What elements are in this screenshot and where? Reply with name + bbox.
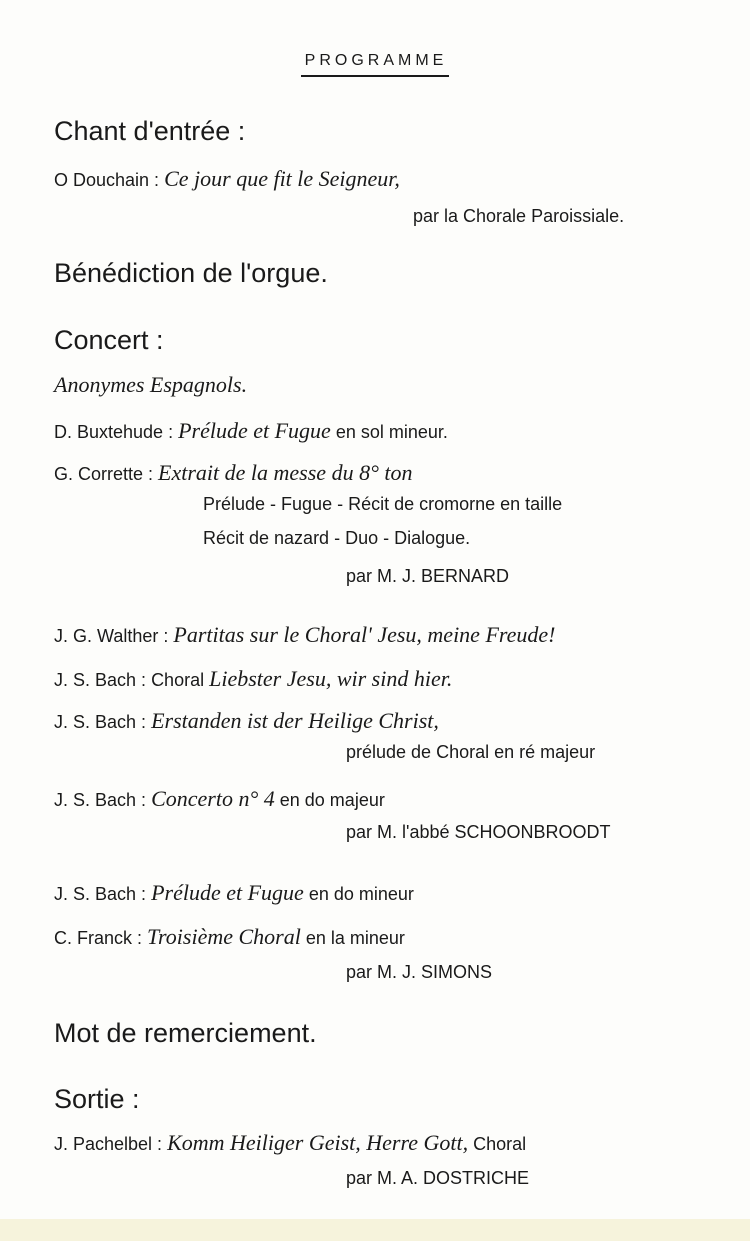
work-detail: prélude de Choral en ré majeur	[346, 742, 596, 762]
work-title: Liebster Jesu, wir sind hier.	[209, 666, 453, 691]
composer: J. S. Bach :	[54, 670, 147, 690]
work-detail: Récit de nazard - Duo - Dialogue.	[203, 528, 471, 548]
section-heading-entree: Chant d'entrée :	[54, 116, 246, 146]
work-prefix: Choral	[151, 670, 205, 690]
composer: D. Buxtehude :	[54, 422, 174, 442]
page-bottom-edge	[0, 1219, 750, 1241]
bach-prelude-line	[54, 880, 414, 906]
work-title: Troisième Choral	[147, 924, 301, 949]
section-heading-remerciement: Mot de remerciement.	[54, 1018, 317, 1048]
key: en do majeur	[279, 790, 385, 810]
performer: par M. A. DOSTRICHE	[346, 1168, 530, 1188]
composer: J. G. Walther :	[54, 626, 169, 646]
section-heading-sortie: Sortie :	[54, 1084, 140, 1114]
composer: J. S. Bach :	[54, 884, 147, 904]
pachelbel-line	[54, 1130, 526, 1156]
performer: par M. J. SIMONS	[346, 962, 493, 982]
performer: par M. l'abbé SCHOONBROODT	[346, 822, 611, 842]
walther-line	[54, 622, 556, 648]
composer: C. Franck :	[54, 928, 143, 948]
work-title: Anonymes Espagnols.	[54, 372, 248, 397]
work-title: Extrait de la messe du 8° ton	[158, 460, 413, 485]
buxtehude-line	[54, 418, 448, 444]
key: en do mineur	[308, 884, 414, 904]
section-heading-benediction: Bénédiction de l'orgue.	[54, 258, 328, 288]
work-detail: Prélude - Fugue - Récit de cromorne en taille	[203, 494, 563, 514]
composer: J. S. Bach :	[54, 712, 147, 732]
performer: par la Chorale Paroissiale.	[413, 206, 625, 226]
corrette-line	[54, 460, 412, 486]
section-heading-concert: Concert :	[54, 325, 164, 355]
composer: O Douchain :	[54, 170, 160, 190]
work-title: Concerto n° 4	[151, 786, 275, 811]
work-title: Prélude et Fugue	[151, 880, 304, 905]
work-title: Komm Heiliger Geist, Herre Gott,	[167, 1130, 469, 1155]
work-title: Prélude et Fugue	[178, 418, 331, 443]
composer: J. S. Bach :	[54, 790, 147, 810]
bach-concerto-line	[54, 786, 385, 812]
composer: G. Corrette :	[54, 464, 154, 484]
entree-line	[54, 166, 400, 192]
franck-line	[54, 924, 405, 950]
work-suffix: Choral	[473, 1134, 527, 1154]
page-title: PROGRAMME	[0, 52, 750, 70]
work-title: Partitas sur le Choral' Jesu, meine Freude!	[173, 622, 556, 647]
work-title: Ce jour que fit le Seigneur,	[164, 166, 400, 191]
bach-erstanden-line	[54, 708, 439, 734]
key: en la mineur	[305, 928, 405, 948]
composer: J. Pachelbel :	[54, 1134, 163, 1154]
work-title: Erstanden ist der Heilige Christ,	[151, 708, 439, 733]
performer: par M. J. BERNARD	[346, 566, 510, 586]
key: en sol mineur.	[335, 422, 448, 442]
bach-choral-line	[54, 666, 452, 692]
